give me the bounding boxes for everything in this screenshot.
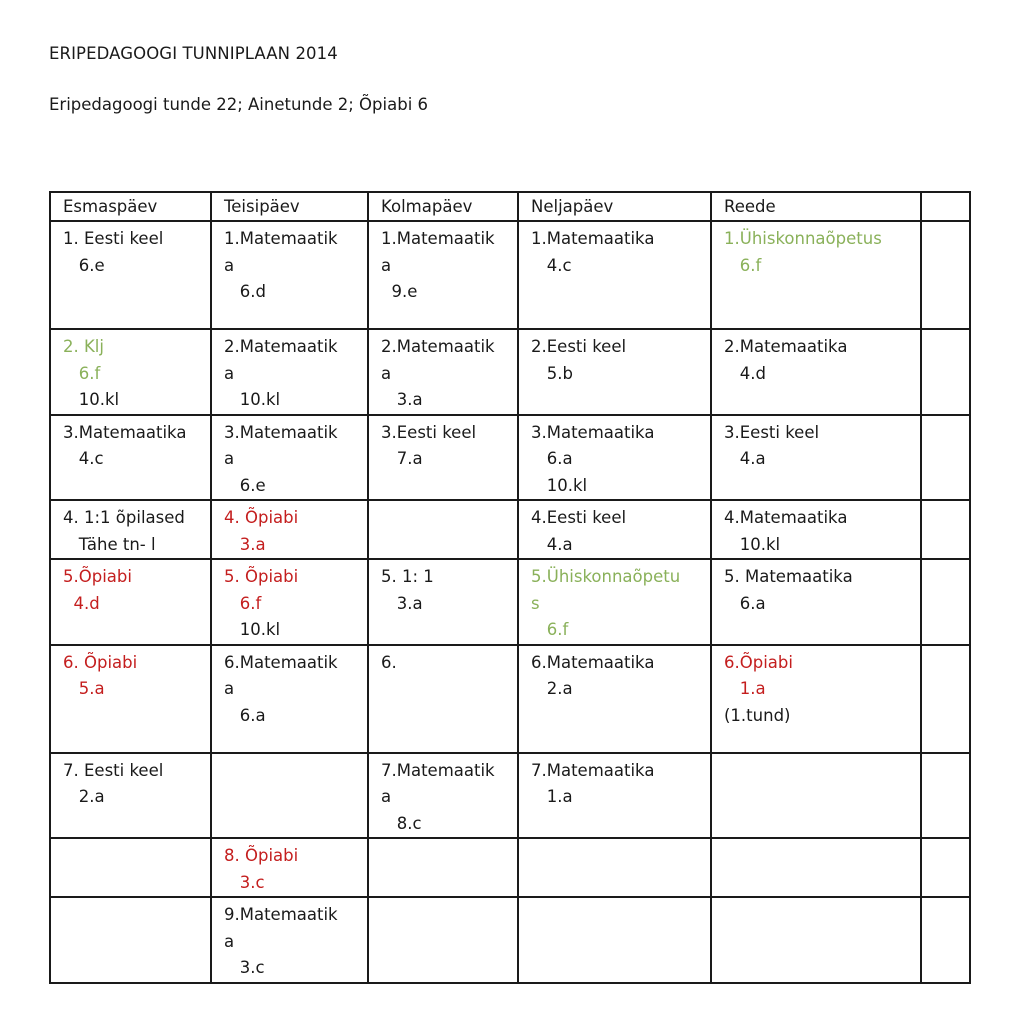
schedule-cell: [921, 645, 970, 753]
schedule-cell: [711, 838, 921, 897]
schedule-cell: [50, 645, 211, 753]
schedule-cell: [518, 897, 711, 983]
lesson-line: 6. Õpiabi: [63, 652, 138, 672]
lesson-line: 4.Matemaatika: [724, 508, 848, 527]
lesson-line: 4.d: [63, 593, 100, 613]
lesson-line: 2.Matemaatika: [724, 337, 848, 356]
schedule-cell: [50, 897, 211, 983]
schedule-cell: [368, 221, 518, 329]
schedule-cell: [518, 559, 711, 645]
schedule-cell: [211, 329, 368, 415]
schedule-row: [50, 415, 970, 501]
schedule-cell: [518, 329, 711, 415]
lesson-line: 1.Matemaatik: [381, 229, 495, 248]
lesson-line: 3.Eesti keel: [724, 422, 820, 442]
lesson-line: 1. Eesti keel: [63, 229, 164, 248]
day-header-tuesday: Teisipäev: [211, 192, 368, 221]
schedule-cell: [368, 753, 518, 839]
lesson-line: 6.: [381, 652, 397, 672]
lesson-line: 5.a: [63, 679, 105, 698]
schedule-cell: [711, 645, 921, 753]
schedule-cell: [211, 221, 368, 329]
lesson-line: 6.a: [224, 705, 266, 725]
schedule-cell: [518, 415, 711, 501]
lesson-line: 1.Matemaatik: [224, 229, 338, 248]
schedule-row: [50, 500, 970, 559]
schedule-cell: [50, 559, 211, 645]
lesson-line: 3.a: [381, 593, 423, 613]
schedule-cell: [518, 221, 711, 329]
lesson-line: 2.Matemaatik: [381, 337, 495, 356]
lesson-line: a: [224, 679, 235, 698]
header-row: [50, 192, 970, 221]
lesson-line: 5. 1: 1: [381, 567, 434, 586]
lesson-line: 6.f: [724, 255, 762, 275]
extra-header: [921, 192, 970, 221]
lesson-line: s: [531, 593, 540, 613]
schedule-cell: [50, 415, 211, 501]
lesson-line: 3.c: [224, 872, 265, 892]
schedule-row: [50, 645, 970, 753]
schedule-cell: [211, 645, 368, 753]
document-subtitle: Eripedagoogi tunde 22; Ainetunde 2; Õpiabi 6: [49, 95, 429, 114]
lesson-line: 6.f: [224, 593, 262, 613]
lesson-line: 4.a: [531, 534, 573, 554]
schedule-cell: [50, 753, 211, 839]
schedule-cell: [368, 897, 518, 983]
lesson-line: Tähe tn- l: [63, 534, 156, 554]
lesson-line: 6.a: [531, 449, 573, 468]
lesson-line: 5. Õpiabi: [224, 567, 299, 586]
schedule-cell: [368, 500, 518, 559]
day-header-wednesday: Kolmapäev: [368, 192, 518, 221]
lesson-line: 4.c: [63, 449, 104, 468]
lesson-line: 5.Ühiskonnaõpetu: [531, 567, 681, 586]
lesson-line: 3.Matemaatika: [531, 422, 655, 442]
lesson-line: 6.Matemaatik: [224, 652, 338, 672]
lesson-line: 2.a: [63, 787, 105, 806]
lesson-line: 1.Matemaatika: [531, 229, 655, 248]
schedule-cell: [921, 500, 970, 559]
schedule-cell: [50, 500, 211, 559]
lesson-line: 10.kl: [63, 390, 120, 409]
schedule-cell: [921, 838, 970, 897]
schedule-cell: [211, 500, 368, 559]
lesson-line: 9.e: [381, 282, 418, 301]
lesson-line: a: [381, 363, 392, 383]
schedule-cell: [368, 329, 518, 415]
lesson-line: 7. Eesti keel: [63, 760, 164, 780]
lesson-line: 5. Matemaatika: [724, 567, 853, 586]
lesson-line: 2.a: [531, 679, 573, 698]
schedule-cell: [711, 329, 921, 415]
schedule-cell: [518, 753, 711, 839]
schedule-cell: [518, 838, 711, 897]
lesson-line: 1.a: [531, 787, 573, 806]
lesson-line: 3.Matemaatik: [224, 422, 338, 442]
lesson-line: 4.Eesti keel: [531, 508, 627, 527]
lesson-line: 6.e: [63, 255, 105, 275]
document-title: ERIPEDAGOOGI TUNNIPLAAN 2014: [49, 44, 338, 63]
schedule-cell: [211, 897, 368, 983]
lesson-line: 6.d: [224, 282, 266, 301]
lesson-line: 4.a: [724, 449, 766, 468]
lesson-line: 10.kl: [724, 534, 781, 554]
schedule-cell: [711, 753, 921, 839]
lesson-line: 2. Klj: [63, 337, 104, 356]
schedule-cell: [211, 753, 368, 839]
schedule-cell: [211, 559, 368, 645]
lesson-line: 4.c: [531, 255, 572, 275]
schedule-cell: [368, 645, 518, 753]
lesson-line: 10.kl: [531, 475, 588, 495]
day-header-friday: Reede: [711, 192, 921, 221]
lesson-line: 4. 1:1 õpilased: [63, 508, 185, 527]
schedule-cell: [50, 329, 211, 415]
lesson-line: 6.a: [724, 593, 766, 613]
schedule-cell: [518, 500, 711, 559]
schedule-cell: [368, 415, 518, 501]
lesson-line: a: [224, 255, 235, 275]
lesson-line: 6.f: [531, 620, 569, 639]
schedule-cell: [921, 415, 970, 501]
schedule-cell: [921, 329, 970, 415]
lesson-line: 7.a: [381, 449, 423, 468]
schedule-cell: [211, 415, 368, 501]
schedule-cell: [50, 838, 211, 897]
schedule-row: [50, 221, 970, 329]
schedule-row: [50, 329, 970, 415]
schedule-row: [50, 559, 970, 645]
schedule-cell: [711, 897, 921, 983]
lesson-line: 2.Matemaatik: [224, 337, 338, 356]
lesson-line: (1.tund): [724, 705, 791, 725]
schedule-cell: [921, 559, 970, 645]
schedule-cell: [921, 753, 970, 839]
schedule-cell: [711, 559, 921, 645]
lesson-line: 5.b: [531, 363, 573, 383]
lesson-line: 1.Ühiskonnaõpetus: [724, 229, 882, 248]
schedule-cell: [518, 645, 711, 753]
lesson-line: 7.Matemaatika: [531, 760, 655, 780]
schedule-row: [50, 897, 970, 983]
schedule-cell: [211, 838, 368, 897]
lesson-line: 8. Õpiabi: [224, 846, 299, 865]
lesson-line: 6.Õpiabi: [724, 652, 793, 672]
schedule-cell: [711, 500, 921, 559]
lesson-line: 4. Õpiabi: [224, 508, 299, 527]
schedule-cell: [921, 897, 970, 983]
lesson-line: 6.Matemaatika: [531, 652, 655, 672]
lesson-line: a: [381, 787, 392, 806]
schedule-table: [49, 191, 971, 984]
lesson-line: 3.c: [224, 958, 265, 977]
lesson-line: 3.a: [381, 390, 423, 409]
lesson-line: 1.a: [724, 679, 766, 698]
schedule-row: [50, 753, 970, 839]
lesson-line: a: [224, 363, 235, 383]
schedule-cell: [368, 838, 518, 897]
lesson-line: 10.kl: [224, 620, 281, 639]
schedule-body: [50, 221, 970, 983]
schedule-cell: [368, 559, 518, 645]
lesson-line: a: [381, 255, 392, 275]
lesson-line: a: [224, 931, 235, 951]
day-header-thursday: Neljapäev: [518, 192, 711, 221]
lesson-line: a: [224, 449, 235, 468]
lesson-line: 7.Matemaatik: [381, 760, 495, 780]
lesson-line: 4.d: [724, 363, 766, 383]
lesson-line: 6.e: [224, 475, 266, 495]
day-header-monday: Esmaspäev: [50, 192, 211, 221]
lesson-line: 3.a: [224, 534, 266, 554]
lesson-line: 3.Eesti keel: [381, 422, 477, 442]
lesson-line: 9.Matemaatik: [224, 905, 338, 924]
lesson-line: 3.Matemaatika: [63, 422, 187, 442]
schedule-row: [50, 838, 970, 897]
lesson-line: 6.f: [63, 363, 101, 383]
lesson-line: 10.kl: [224, 390, 281, 409]
lesson-line: 8.c: [381, 813, 422, 833]
schedule-cell: [711, 415, 921, 501]
schedule-cell: [50, 221, 211, 329]
schedule-cell: [921, 221, 970, 329]
lesson-line: 2.Eesti keel: [531, 337, 627, 356]
lesson-line: 5.Õpiabi: [63, 567, 132, 586]
schedule-cell: [711, 221, 921, 329]
